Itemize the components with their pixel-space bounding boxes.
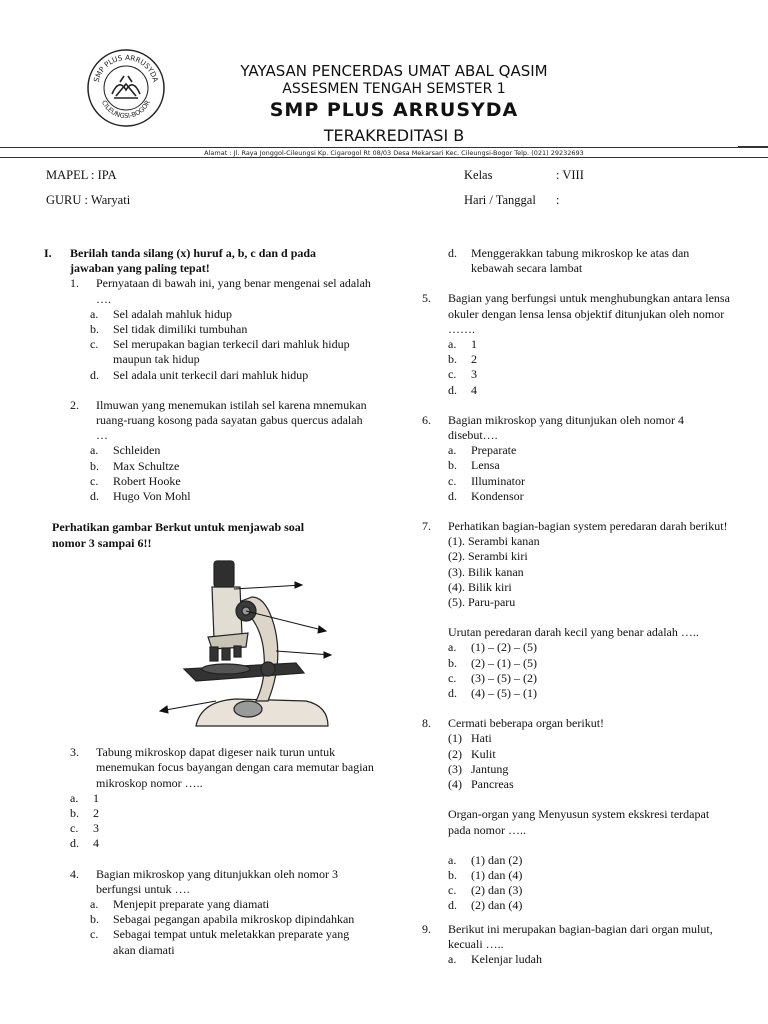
question-text: Pernyataan di bawah ini, yang benar mengenai sel adalah …. <box>96 276 371 306</box>
question-text: Berikut ini merupakan bagian-bagian dari organ mulut, kecuali ….. <box>448 921 713 951</box>
option-a[interactable]: a. (1) dan (2) <box>448 852 523 867</box>
letterhead <box>0 0 768 160</box>
option-a[interactable]: a. Schleiden <box>90 443 161 458</box>
question-text: Bagian mikroskop yang ditunjukkan oleh nomor 3 berfungsi untuk …. <box>96 866 338 896</box>
question-text: Bagian mikroskop yang ditunjukan oleh nomor 4 disebut…. <box>448 412 684 443</box>
option-a[interactable]: a. 1 <box>70 790 99 805</box>
list-item: (1). Serambi kanan <box>448 534 540 549</box>
logo-text-bottom: CILEUNGSI-BOGOR <box>100 99 152 121</box>
option-c[interactable]: c. 3 <box>448 367 477 382</box>
instruction-line-2: jawaban yang paling tepat! <box>70 261 210 276</box>
option-b[interactable]: b. Sebagai pegangan apabila mikroskop dipindahkan <box>90 912 355 927</box>
accreditation: TERAKREDITASI B <box>323 126 465 145</box>
option-c[interactable]: c. Illuminator <box>448 473 525 488</box>
teacher-label: GURU : Waryati <box>46 193 131 207</box>
header-divider-bottom <box>0 157 768 158</box>
list-item: (3) Jantung <box>448 761 509 776</box>
option-c[interactable]: c. Sel merupakan bagian terkecil dari mahluk hidup maupun tak hidup <box>90 337 350 367</box>
option-b[interactable]: b. 2 <box>448 352 477 367</box>
list-item: (4). Bilik kiri <box>448 579 512 594</box>
option-c[interactable]: c. (2) dan (3) <box>448 883 523 898</box>
option-c[interactable]: c. Sebagai tempat untuk meletakkan preparate yang akan diamati <box>90 927 350 957</box>
option-d[interactable]: d. Kondensor <box>448 488 524 503</box>
header-divider-top <box>0 147 768 148</box>
school-address: Alamat : Jl. Raya Jonggol-Cileungsi Kp. Cigarogol Rt 08/03 Desa Mekarsari Kec. Cileungsi-Bogor Telp. (021) 29232693 <box>204 149 584 157</box>
question-4-option-d <box>422 246 732 276</box>
date-value: : <box>556 193 560 207</box>
question-text: Bagian yang berfungsi untuk menghubungkan antara lensa okuler dengan lensa lensa objektif ditunjukan oleh nomor ……. <box>448 291 730 336</box>
option-b[interactable]: b. Lensa <box>448 458 500 473</box>
option-c[interactable]: c. 3 <box>70 821 99 836</box>
question-9 <box>422 922 732 968</box>
option-a[interactable]: a. (1) – (2) – (5) <box>448 640 537 655</box>
question-text: Cermati beberapa organ berikut! <box>448 716 605 731</box>
option-c[interactable]: c. Robert Hooke <box>90 473 181 488</box>
question-text: Tabung mikroskop dapat digeser naik turun untuk menemukan focus bayangan dengan cara memutar bagian mikroskop nomor ….. <box>96 745 374 790</box>
question-prompt: Organ-organ yang Menyusun system ekskresi terdapat pada nomor ….. <box>448 807 710 837</box>
section-heading <box>44 246 374 276</box>
option-d[interactable]: d. (4) – (5) – (1) <box>448 686 537 701</box>
section-number: I. <box>44 246 52 260</box>
option-a[interactable]: a. 1 <box>448 337 477 352</box>
logo-text-top: SMP PLUS ARRUSYDA <box>91 52 161 84</box>
class-value: : VIII <box>556 168 584 182</box>
right-column <box>422 246 732 967</box>
question-number: 6. <box>422 412 431 427</box>
question-number: 1. <box>70 276 79 291</box>
figure-note: Perhatikan gambar Berkut untuk menjawab soal nomor 3 sampai 6!! <box>52 520 305 551</box>
list-item: (5). Paru-paru <box>448 595 516 610</box>
option-d[interactable]: d. Menggerakkan tabung mikroskop ke atas dan kebawah secara lambat <box>448 246 690 276</box>
option-a[interactable]: a. Sel adalah mahluk hidup <box>90 306 232 321</box>
question-6 <box>422 413 732 504</box>
question-7 <box>422 519 732 701</box>
question-number: 7. <box>422 519 431 534</box>
option-b[interactable]: b. Sel tidak dimiliki tumbuhan <box>90 322 248 337</box>
option-b[interactable]: b. 2 <box>70 806 99 821</box>
question-5 <box>422 291 732 397</box>
question-number: 9. <box>422 921 431 936</box>
option-d[interactable]: d. 4 <box>448 382 477 397</box>
question-number: 2. <box>70 397 79 412</box>
foundation-name: YAYASAN PENCERDAS UMAT ABAL QASIM <box>240 62 548 80</box>
question-number: 4. <box>70 866 79 881</box>
subject-label: MAPEL : IPA <box>46 168 117 182</box>
class-label: Kelas <box>464 168 493 182</box>
question-2 <box>44 398 374 504</box>
option-a[interactable]: a. Kelenjar ludah <box>448 951 542 966</box>
option-a[interactable]: a. Preparate <box>448 443 517 458</box>
option-a[interactable]: a. Menjepit preparate yang diamati <box>90 897 270 912</box>
exam-title: ASSESMEN TENGAH SEMSTER 1 <box>282 81 506 97</box>
option-c[interactable]: c. (3) – (5) – (2) <box>448 670 537 685</box>
option-b[interactable]: b. (2) – (1) – (5) <box>448 655 537 670</box>
school-name: SMP PLUS ARRUSYDA <box>269 99 519 121</box>
list-item: (2) Kulit <box>448 746 496 761</box>
list-item: (4) Pancreas <box>448 777 514 792</box>
question-text: Perhatikan bagian-bagian system peredaran darah berikut! <box>448 519 728 534</box>
list-item: (1) Hati <box>448 731 492 746</box>
question-8 <box>422 716 732 913</box>
option-b[interactable]: b. Max Schultze <box>90 458 180 473</box>
option-b[interactable]: b. (1) dan (4) <box>448 867 523 882</box>
option-d[interactable]: d. Hugo Von Mohl <box>90 489 191 504</box>
list-item: (2). Serambi kiri <box>448 549 528 564</box>
microscope-figure <box>156 551 336 745</box>
list-item: (3). Bilik kanan <box>448 564 524 579</box>
question-number: 5. <box>422 291 431 306</box>
question-3 <box>44 745 374 866</box>
question-number: 8. <box>422 716 431 731</box>
instruction-line-1: Berilah tanda silang (x) huruf a, b, c dan d pada <box>70 246 317 260</box>
question-prompt: Urutan peredaran darah kecil yang benar adalah ….. <box>448 625 699 640</box>
option-d[interactable]: d. Sel adala unit terkecil dari mahluk hidup <box>90 367 309 382</box>
option-d[interactable]: d. 4 <box>70 836 99 851</box>
question-number: 3. <box>70 745 79 760</box>
header-divider-accent <box>738 146 768 148</box>
date-label: Hari / Tanggal <box>464 193 536 207</box>
question-text: Ilmuwan yang menemukan istilah sel karena mnemukan ruang-ruang kosong pada sayatan gabus quercus adalah … <box>96 397 367 443</box>
question-4 <box>44 867 374 958</box>
option-d[interactable]: d. (2) dan (4) <box>448 898 523 913</box>
question-1 <box>44 276 374 397</box>
